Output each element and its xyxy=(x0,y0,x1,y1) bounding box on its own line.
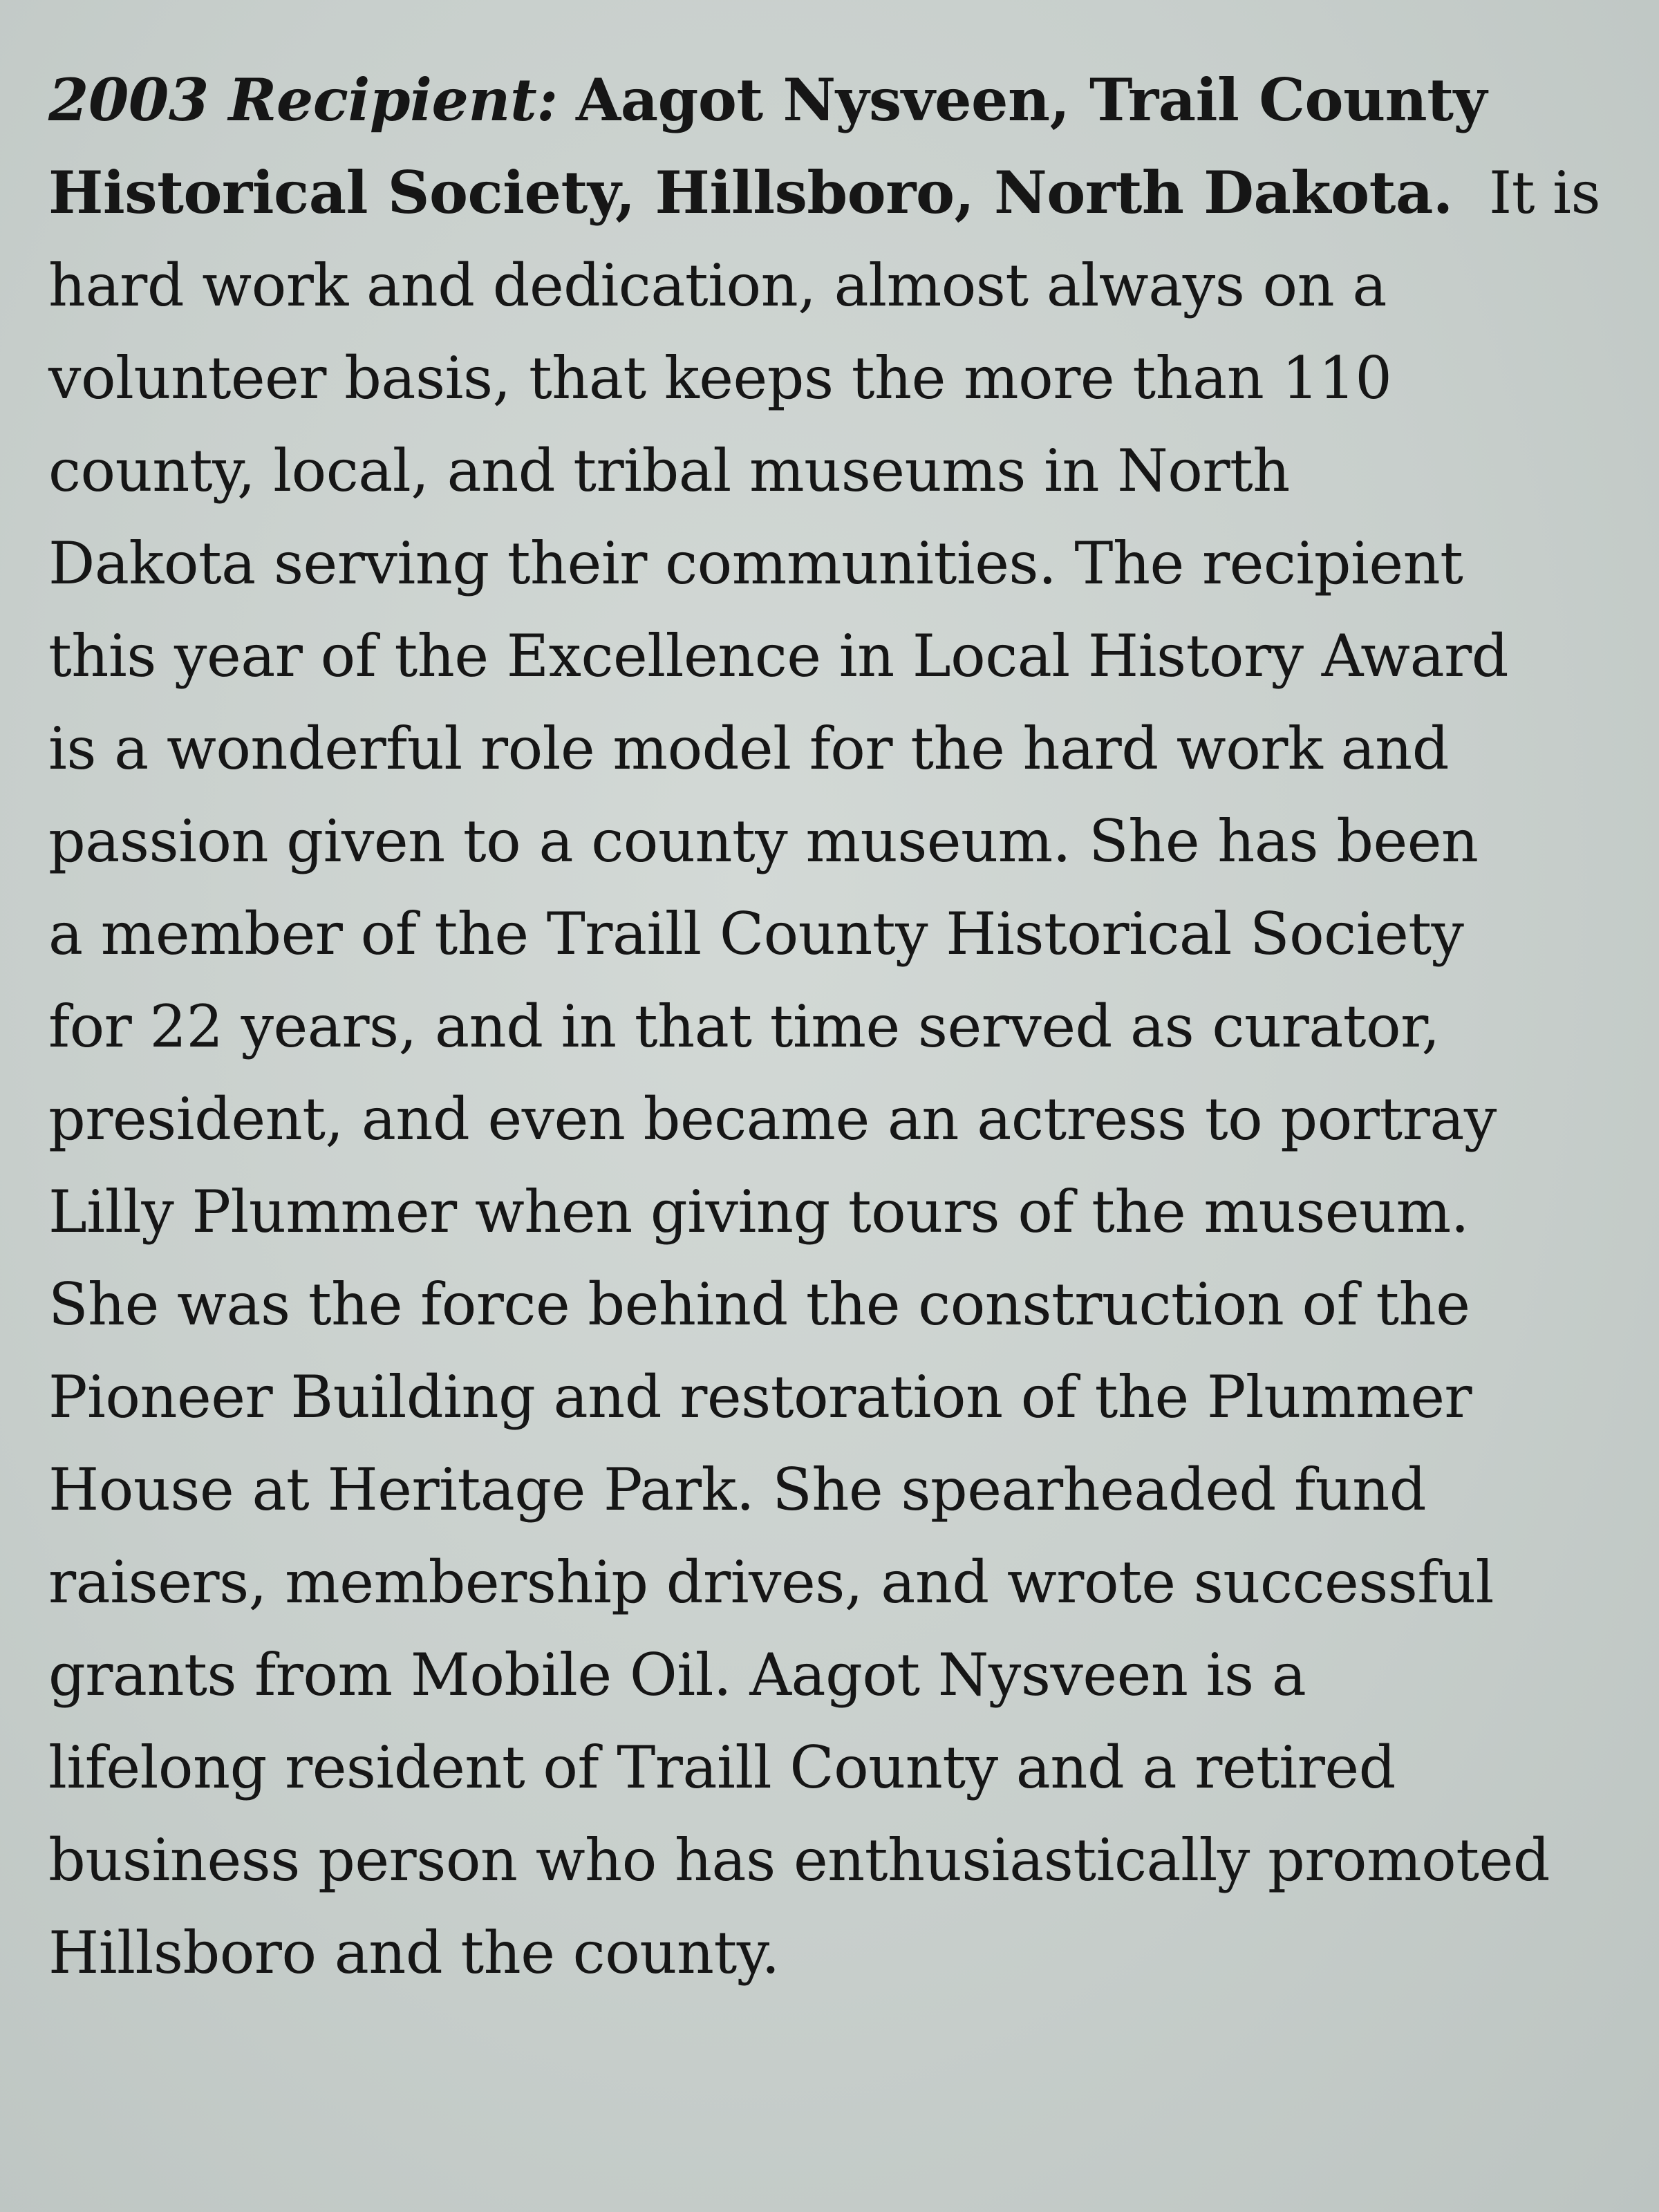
award-paragraph xyxy=(48,54,1604,1999)
paragraph-line-2 xyxy=(48,147,1604,239)
recipient-name-line-1: Aagot Nysveen, Trail County xyxy=(576,66,1487,134)
paragraph-line: hard work and dedication, almost always on a xyxy=(48,252,1387,319)
paragraph-line: county, local, and tribal museums in North xyxy=(48,437,1290,505)
paragraph-line: a member of the Traill County Historical Society xyxy=(48,900,1464,968)
paragraph-line: president, and even became an actress to portray xyxy=(48,1085,1497,1153)
recipient-name-line-2: Historical Society, Hillsboro, North Dakota. xyxy=(48,158,1453,227)
paragraph-line: lifelong resident of Traill County and a retired xyxy=(48,1734,1396,1801)
paragraph-line-2-rest: It is xyxy=(1489,159,1601,227)
paragraph-line: passion given to a county museum. She has been xyxy=(48,807,1479,875)
paragraph-line: She was the force behind the construction of the xyxy=(48,1271,1470,1338)
paragraph-line: is a wonderful role model for the hard work and xyxy=(48,715,1449,782)
paragraph-line-1 xyxy=(48,54,1604,147)
paragraph-line: raisers, membership drives, and wrote successful xyxy=(48,1548,1494,1616)
paragraph-line: Hillsboro and the county. xyxy=(48,1919,780,1987)
paragraph-line: business person who has enthusiastically promoted xyxy=(48,1826,1550,1894)
paragraph-line: volunteer basis, that keeps the more than 110 xyxy=(48,344,1392,412)
paragraph-line: this year of the Excellence in Local History Award xyxy=(48,622,1509,690)
paragraph-line: Dakota serving their communities. The recipient xyxy=(48,529,1463,597)
paragraph-line: for 22 years, and in that time served as curator, xyxy=(48,993,1440,1060)
paragraph-line: Pioneer Building and restoration of the Plummer xyxy=(48,1363,1472,1431)
paragraph-line: grants from Mobile Oil. Aagot Nysveen is a xyxy=(48,1641,1306,1709)
recipient-year-label: 2003 Recipient: xyxy=(48,66,558,134)
paragraph-line: House at Heritage Park. She spearheaded fund xyxy=(48,1456,1427,1524)
paragraph-line: Lilly Plummer when giving tours of the museum. xyxy=(48,1178,1469,1246)
